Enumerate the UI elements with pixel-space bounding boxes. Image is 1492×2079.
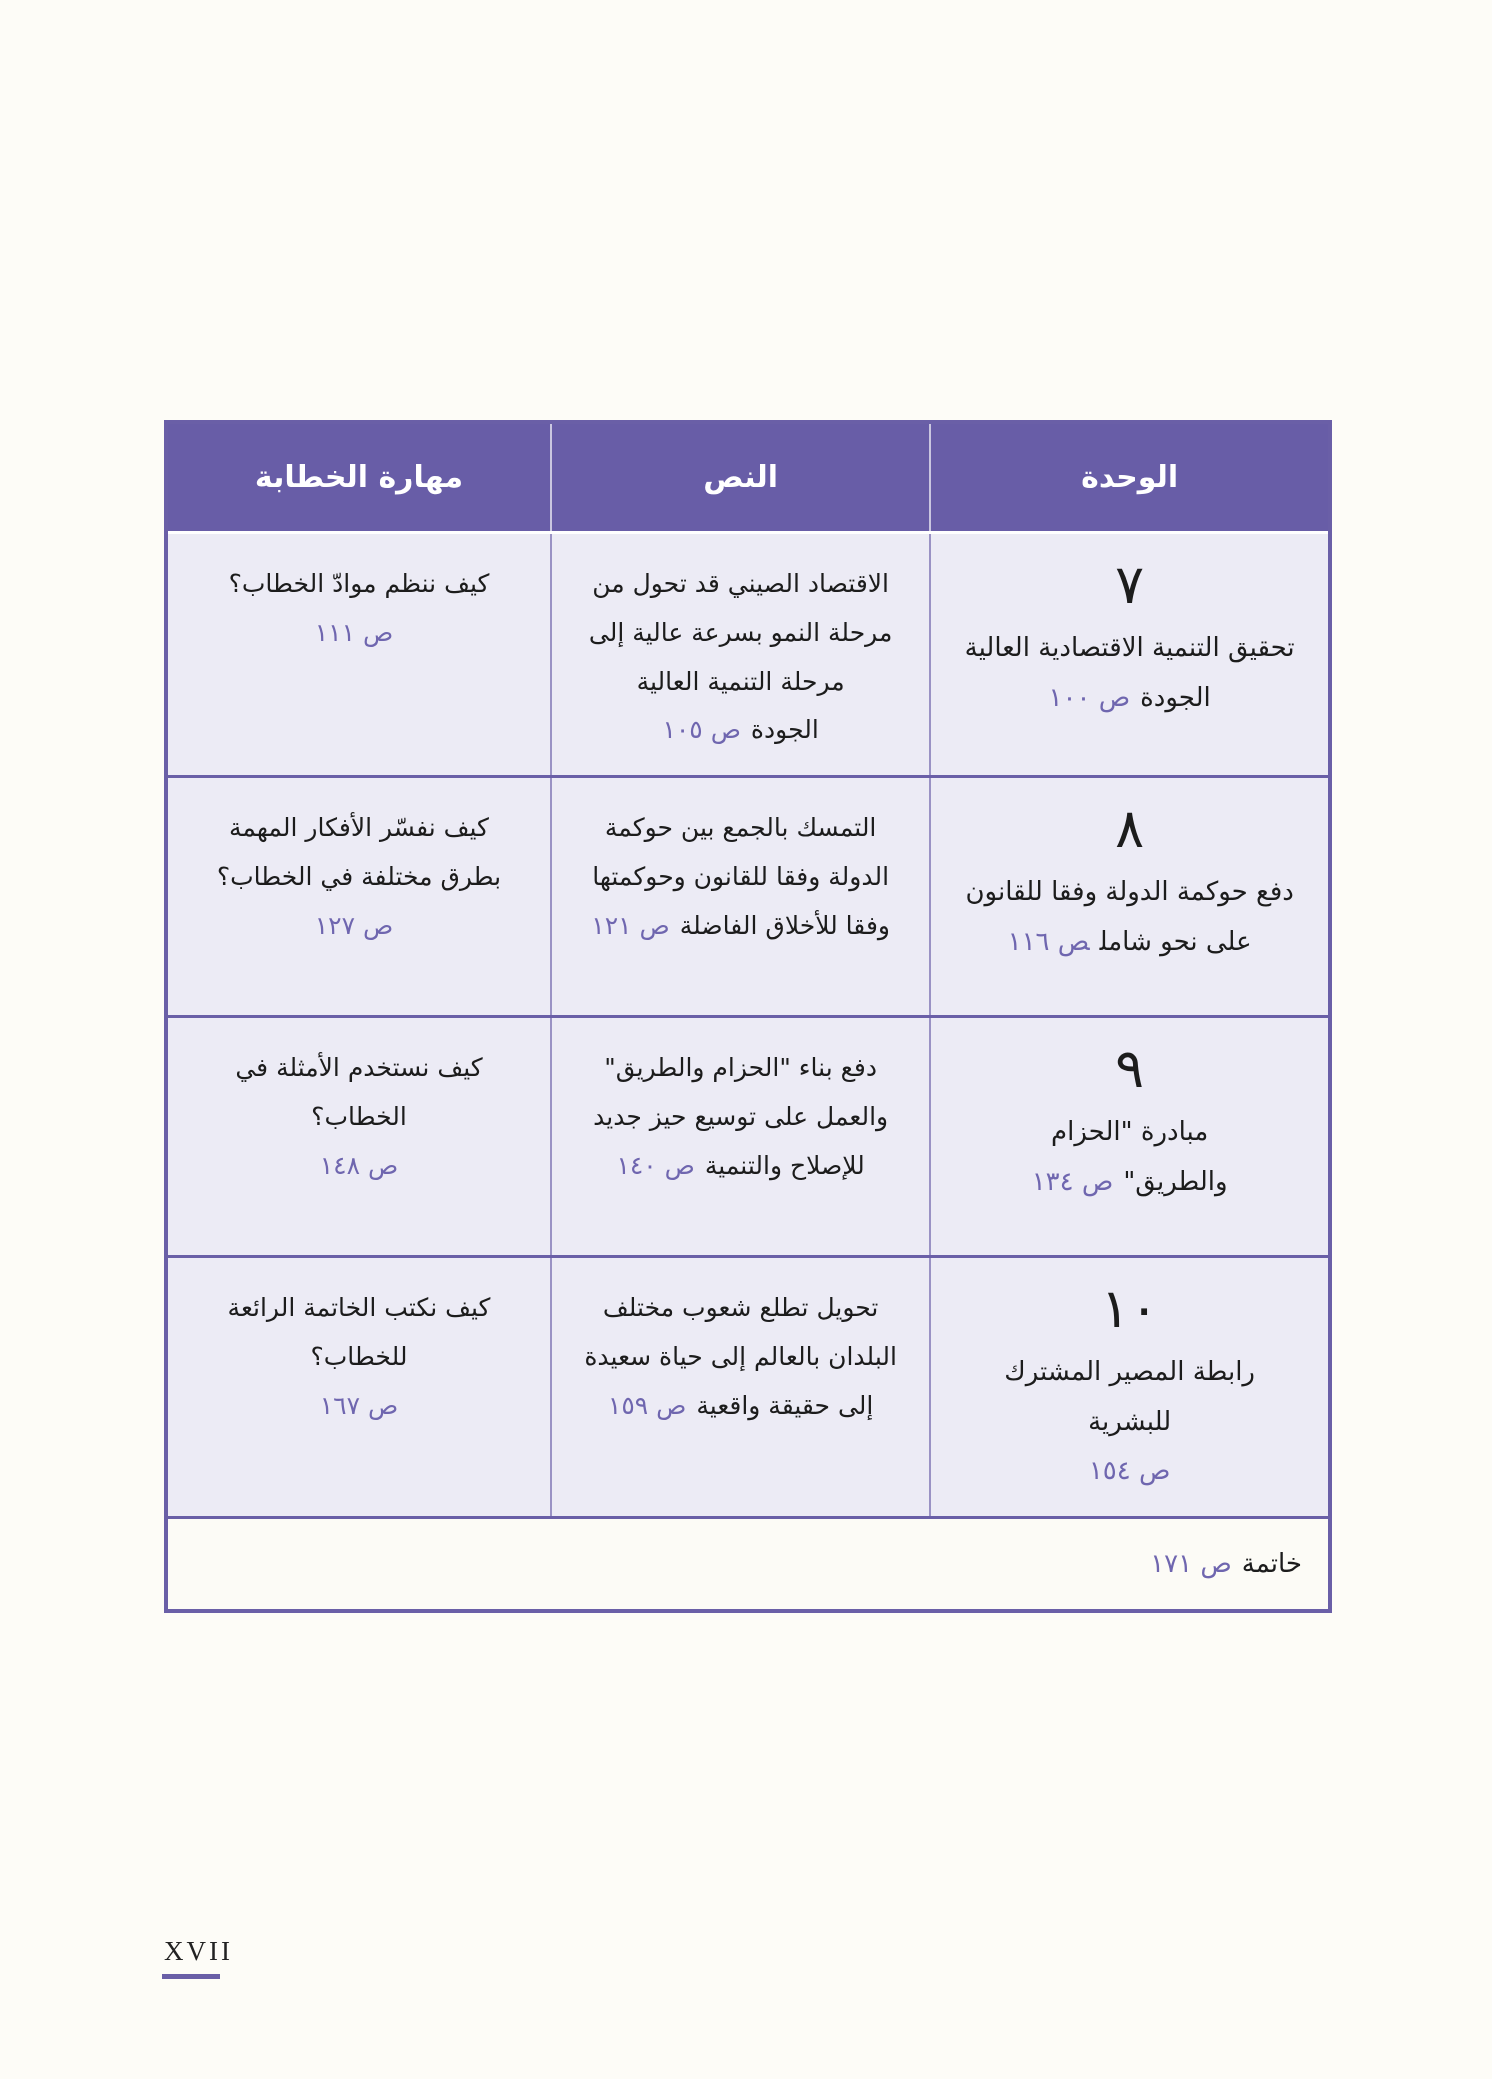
- skill-page-ref: ص ١٤٨: [319, 1150, 399, 1180]
- text-cell: [552, 1018, 931, 1255]
- skill-page-ref: ص ١١١: [314, 617, 394, 647]
- unit-number: ٩: [1115, 1037, 1145, 1100]
- table-header-row: [168, 424, 1328, 534]
- unit-title: [961, 868, 1298, 967]
- unit-title-text: دفع حوكمة الدولة وفقا للقانون على نحو شامل: [965, 877, 1294, 957]
- text-page-ref: ص ١٤٠: [616, 1150, 695, 1180]
- table-footer-row: [168, 1516, 1328, 1609]
- text-body: دفع بناء "الحزام والطريق" والعمل على توسيع حيز جديد للإصلاح والتنمية: [593, 1053, 889, 1180]
- header-unit: الوحدة: [1081, 460, 1179, 495]
- unit-page-ref: ص ١١٦: [1007, 926, 1090, 957]
- text-page-ref: ص ١٠٥: [662, 715, 741, 745]
- text-cell: [552, 778, 931, 1015]
- unit-page-ref: ص ١٥٤: [1088, 1456, 1171, 1487]
- text-page-ref: ص ١٥٩: [607, 1390, 687, 1420]
- text-cell: [552, 534, 931, 775]
- unit-title: [961, 1108, 1298, 1207]
- unit-title: [961, 624, 1298, 723]
- text-body: الاقتصاد الصيني قد تحول من مرحلة النمو بسرعة عالية إلى مرحلة التنمية العالية الجودة: [588, 569, 893, 745]
- table-row-unit-10: [168, 1255, 1328, 1516]
- unit-number: ٨: [1115, 797, 1145, 860]
- page-number: XVII: [164, 1936, 233, 1966]
- text-body: تحويل تطلع شعوب مختلف البلدان بالعالم إلى حياة سعيدة إلى حقيقة واقعية: [584, 1293, 897, 1420]
- text-body: التمسك بالجمع بين حوكمة الدولة وفقا للقانون وحوكمتها وفقا للأخلاق الفاضلة: [592, 813, 890, 940]
- unit-number: ١٠: [1100, 1277, 1159, 1340]
- unit-number: ٧: [1115, 553, 1145, 616]
- skill-page-ref: ص ١٦٧: [319, 1390, 399, 1420]
- table-row-unit-8: [168, 775, 1328, 1015]
- skill-cell: [168, 1258, 552, 1516]
- text-cell: [552, 1258, 931, 1516]
- skill-body: كيف ننظم موادّ الخطاب؟: [228, 569, 490, 598]
- unit-title-text: رابطة المصير المشترك للبشرية: [1004, 1357, 1255, 1437]
- skill-body: كيف نفسّر الأفكار المهمة بطرق مختلفة في الخطاب؟: [216, 813, 502, 891]
- page-number-underline: [162, 1974, 220, 1979]
- unit-page-ref: ص ١٣٤: [1031, 1166, 1114, 1197]
- skill-cell: [168, 778, 552, 1015]
- unit-title-text: تحقيق التنمية الاقتصادية العالية الجودة: [964, 633, 1295, 713]
- unit-cell: [931, 1258, 1328, 1516]
- table-row-unit-9: [168, 1015, 1328, 1255]
- skill-body: كيف نستخدم الأمثلة في الخطاب؟: [235, 1053, 483, 1131]
- footer-label: خاتمة: [1241, 1549, 1302, 1580]
- unit-cell: [931, 778, 1328, 1015]
- unit-title: [961, 1348, 1298, 1496]
- unit-page-ref: ص ١٠٠: [1048, 682, 1131, 713]
- skill-cell: [168, 1018, 552, 1255]
- header-skill: مهارة الخطابة: [168, 424, 552, 531]
- contents-table: [164, 420, 1332, 1613]
- text-page-ref: ص ١٢١: [591, 910, 670, 940]
- unit-cell: [931, 1018, 1328, 1255]
- skill-cell: [168, 534, 552, 775]
- header-text: النص: [552, 424, 931, 531]
- table-row-unit-7: [168, 534, 1328, 775]
- footer-page-ref: ص ١٧١: [1150, 1549, 1232, 1580]
- skill-body: كيف نكتب الخاتمة الرائعة للخطاب؟: [227, 1293, 491, 1371]
- skill-page-ref: ص ١٢٧: [314, 910, 394, 940]
- unit-title-text: مبادرة "الحزام والطريق": [1051, 1117, 1228, 1197]
- unit-cell: [931, 534, 1328, 775]
